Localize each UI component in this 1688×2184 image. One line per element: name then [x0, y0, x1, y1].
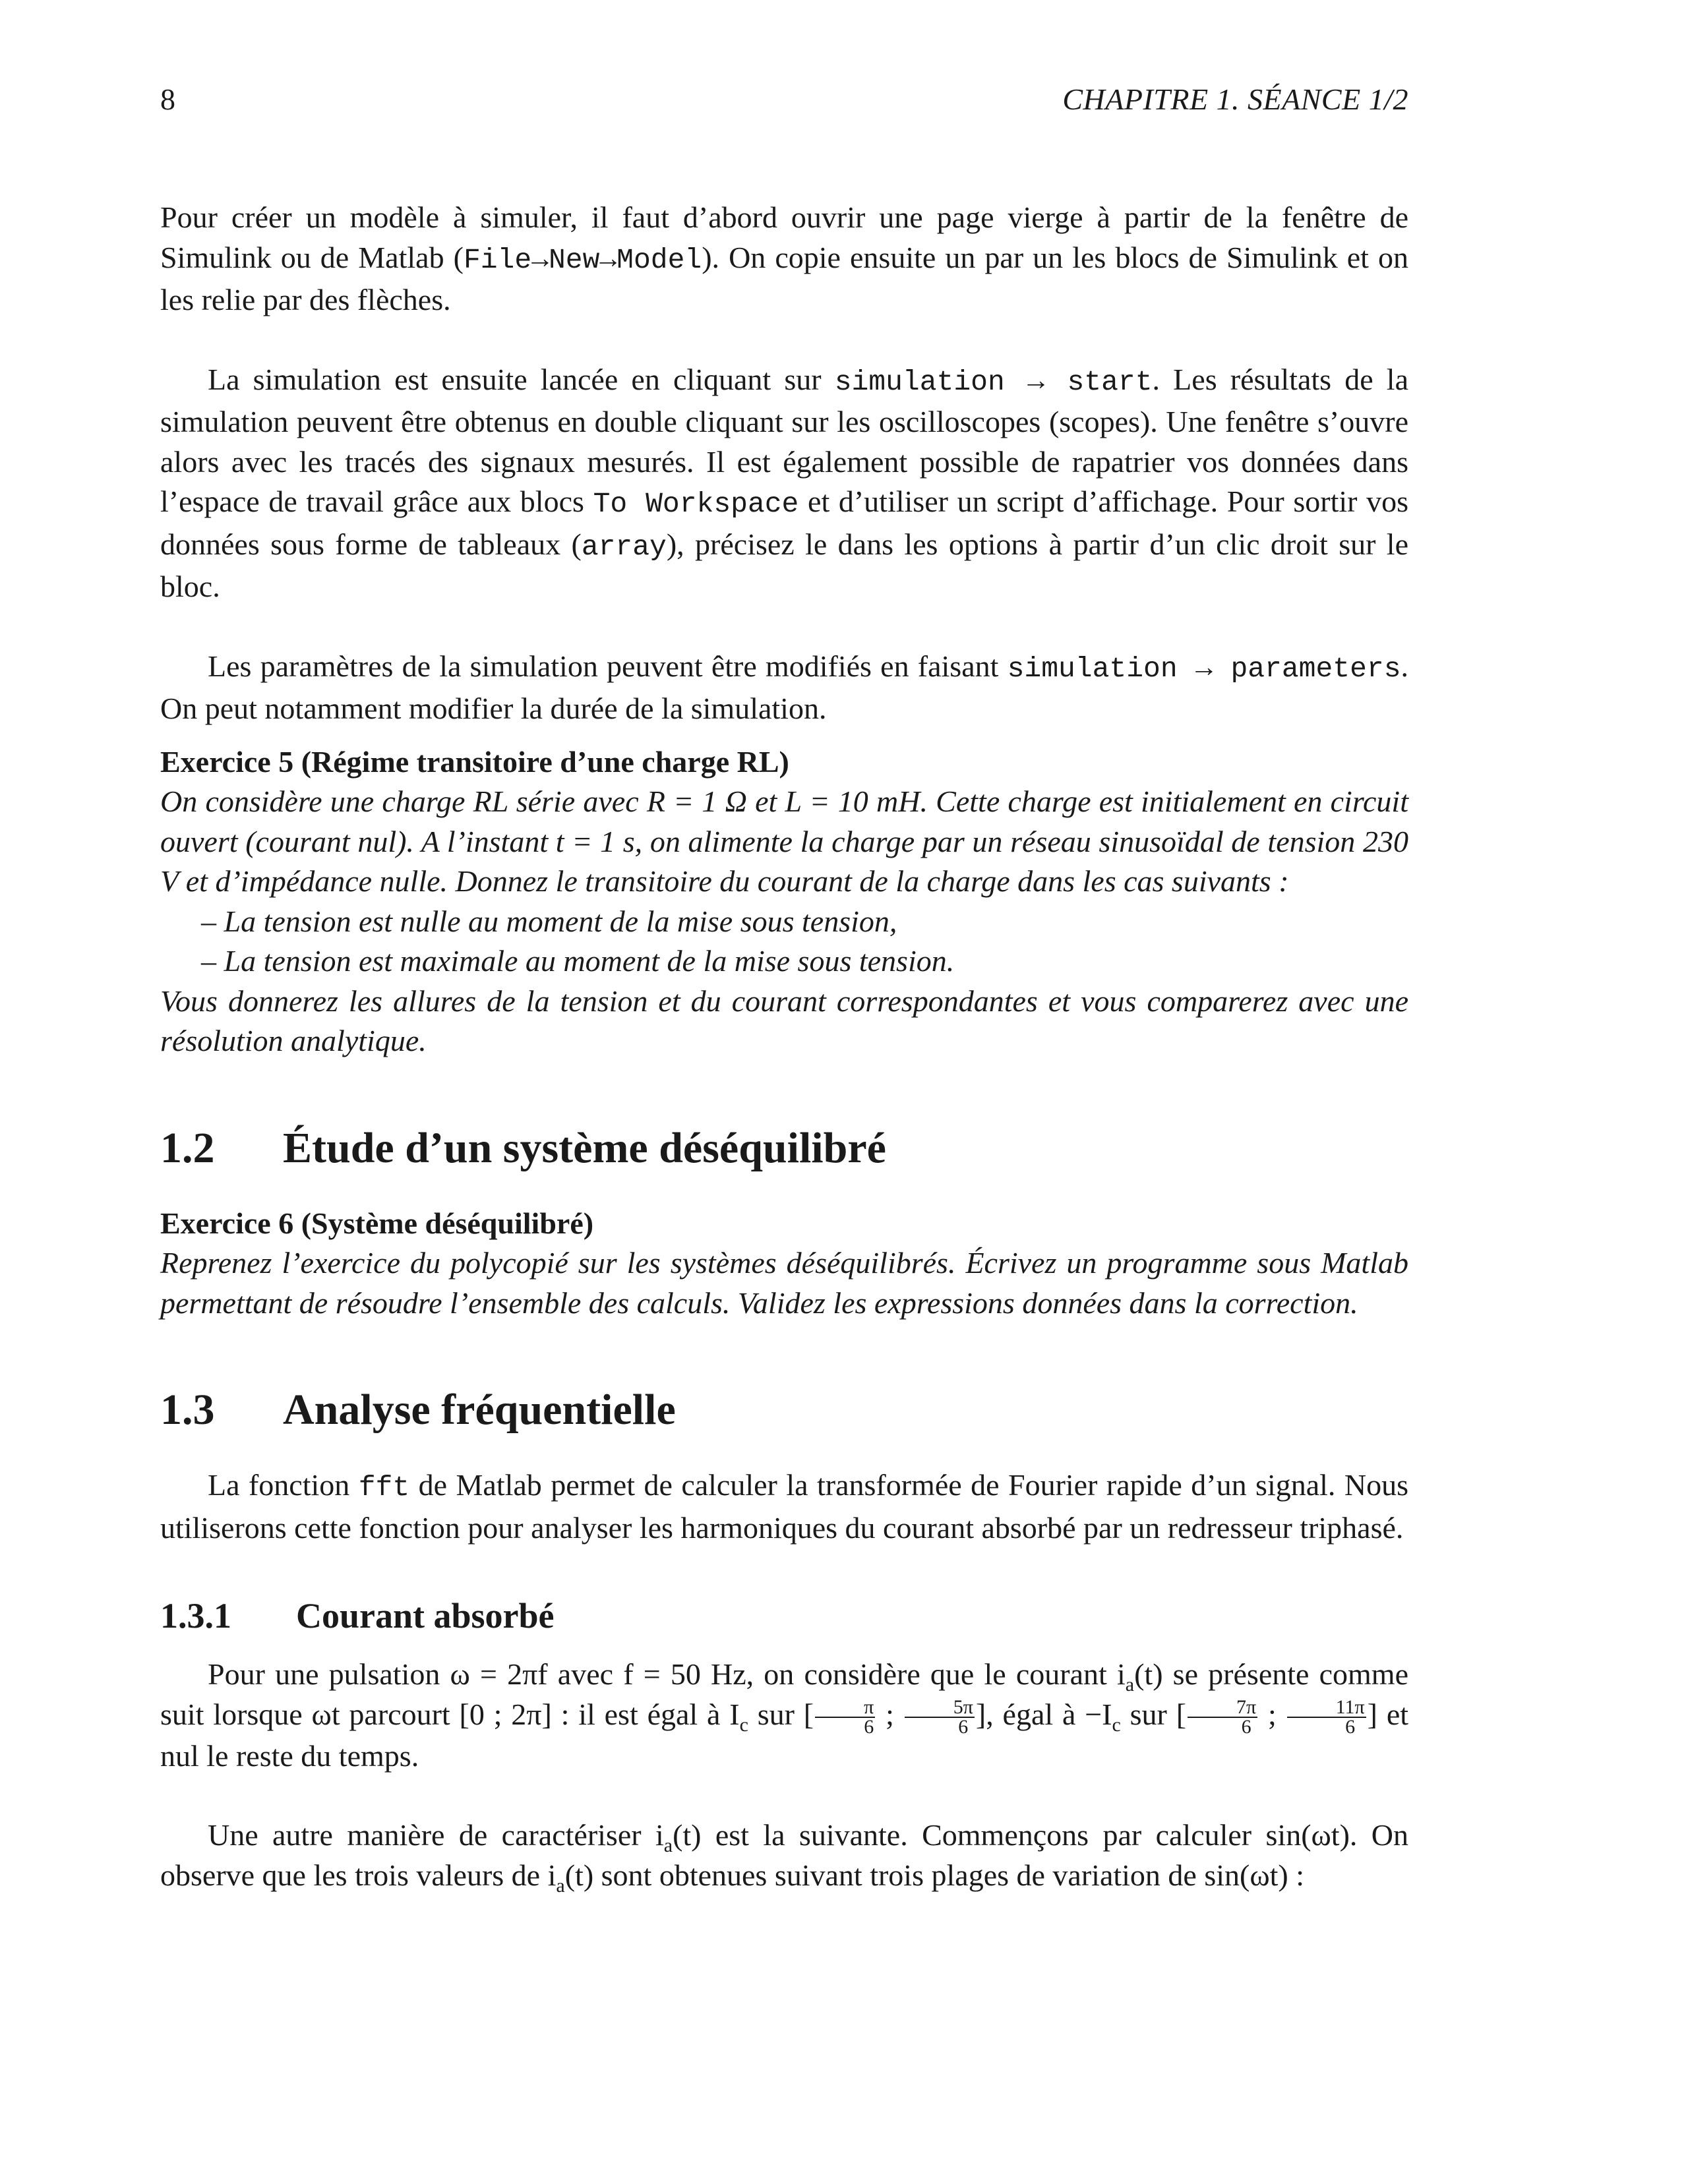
fraction: $\frac{5\pi}{6}$: [905, 1698, 975, 1736]
exercise-5-list: [160, 902, 1408, 982]
exercise-6-title: Exercice 6 (Système déséquilibré): [160, 1206, 594, 1240]
running-header: CHAPITRE 1. SÉANCE 1/2: [1062, 82, 1408, 116]
fraction: $\frac{11\pi}{6}$: [1287, 1698, 1366, 1736]
exercise-5-closing: Vous donnerez les allures de la tension et du courant correspondantes et vous comparerez avec une résolution analytique.: [160, 984, 1408, 1057]
section-heading-1-2: 1.2 Étude d’un système déséquilibré: [160, 1123, 886, 1172]
paragraph-fft: La fonction fft de Matlab permet de calculer la transformée de Fourier rapide d’un signal. Nous utiliserons cette fonction pour analyser les harmoniques du courant absorbé par un redresseur triphasé.: [160, 1468, 1409, 1545]
paragraph-current-definition: Pour une pulsation ω = 2πf avec f = 50 Hz, on considère que le courant $i_a(t)$ se présente comme suit lorsque ωt parcourt [0 ; 2π] : il est égal à $I_c$ sur [ $\frac{\pi}{6}$ ; $\frac{5\pi}{6}$ ], égal à $-I_c$ sur [ $\frac{7\pi}{6}$ ; $\frac{11\pi}{6}$ ] et nul le reste du temps.: [160, 1657, 1409, 1773]
paragraph-model-creation: Pour créer un modèle à simuler, il faut d’abord ouvrir une page vierge à partir de la fenêtre de Simulink ou de Matlab (File→New→Model). On copie ensuite un par un les blocs de Simulink et on les relie par des flèches.: [160, 200, 1408, 316]
subsection-heading-1-3-1: 1.3.1 Courant absorbé: [160, 1596, 555, 1636]
exercise-6-text: Reprenez l’exercice du polycopié sur les systèmes déséquilibrés. Écrivez un programme sous Matlab permettant de résoudre l’ensemble des calculs. Validez les expressions données dans la correction.: [160, 1246, 1408, 1320]
list-item: – La tension est maximale au moment de la mise sous tension.: [201, 941, 1408, 982]
fraction: $\frac{\pi}{6}$: [815, 1698, 875, 1736]
section-heading-1-3: 1.3 Analyse fréquentielle: [160, 1386, 676, 1434]
page-body: [160, 198, 1408, 1895]
exercise-5-text: On considère une charge RL série avec R = 1 Ω et L = 10 mH. Cette charge est initialement en circuit ouvert (courant nul). A l’instant t = 1 s, on alimente la charge par un réseau sinusoïdal de tension 230 V et d’impédance nulle. Donnez le transitoire du courant de la charge dans les cas suivants :: [160, 784, 1408, 898]
paragraph-current-characterization: Une autre manière de caractériser $i_a(t)$ est la suivante. Commençons par calculer sin(ωt). On observe que les trois valeurs de $i_a(t)$ sont obtenues suivant trois plages de variation de sin(ωt) :: [160, 1818, 1408, 1897]
paragraph-simulation-launch: La simulation est ensuite lancée en cliquant sur simulation → start. Les résultats de la simulation peuvent être obtenus en double cliquant sur les oscilloscopes (scopes). Une fenêtre s’ouvre alors avec les tracés des signaux mesurés. Il est également possible de rapatrier vos données dans l’espace de travail grâce aux blocs To Workspace et d’utiliser un script d’affichage. Pour sortir vos données sous forme de tableaux (array), précisez le dans les options à partir d’un clic droit sur le bloc.: [160, 362, 1409, 603]
list-item: – La tension est nulle au moment de la mise sous tension,: [201, 902, 1408, 942]
fraction: $\frac{7\pi}{6}$: [1188, 1698, 1257, 1736]
exercise-5-title: Exercice 5 (Régime transitoire d’une charge RL): [160, 744, 789, 779]
page-number: 8: [160, 82, 175, 116]
paragraph-simulation-parameters: Les paramètres de la simulation peuvent être modifiés en faisant simulation → parameters. On peut notamment modifier la durée de la simulation.: [160, 649, 1408, 725]
